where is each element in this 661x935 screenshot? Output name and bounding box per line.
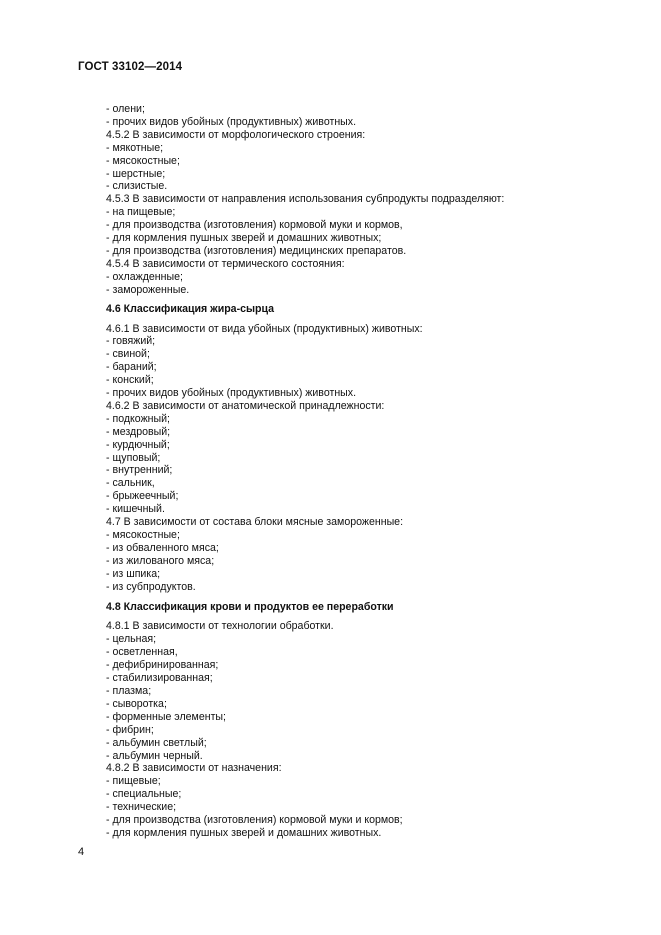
- text-block-b: [106, 323, 626, 594]
- text-line: - шерстные;: [106, 167, 166, 180]
- text-line: - стабилизированная;: [106, 672, 213, 685]
- text-line: - из субпродуктов.: [106, 580, 196, 593]
- text-line: - осветленная,: [106, 646, 178, 659]
- text-line: 4.5.3 В зависимости от направления использования субпродукты подразделяют:: [106, 193, 505, 206]
- text-line: - мездровый;: [106, 425, 171, 438]
- text-line: - прочих видов убойных (продуктивных) животных.: [106, 115, 357, 128]
- text-line: - технические;: [106, 801, 177, 814]
- text-block-c: [106, 620, 626, 839]
- text-line: - брыжеечный;: [106, 490, 179, 503]
- text-line: - внутренний;: [106, 464, 173, 477]
- text-line: - из жилованого мяса;: [106, 554, 215, 567]
- text-line: - охлажденные;: [106, 270, 183, 283]
- text-line: - мясокостные;: [106, 529, 180, 541]
- text-line: 4.8.2 В зависимости от назначения:: [106, 762, 282, 775]
- text-line: - кишечный.: [106, 503, 165, 516]
- text-line: - прочих видов убойных (продуктивных) животных.: [106, 387, 357, 400]
- text-line: - дефибринированная;: [106, 659, 219, 672]
- text-line: - альбумин светлый;: [106, 736, 207, 749]
- text-line: - мясокостные;: [106, 154, 180, 167]
- text-line: - альбумин черный.: [106, 749, 203, 762]
- text-line: - щуповый;: [106, 451, 161, 464]
- text-line: 4.5.4 В зависимости от термического состояния:: [106, 257, 345, 270]
- text-line: - сыворотка;: [106, 697, 167, 710]
- text-line: - подкожный;: [106, 412, 170, 425]
- text-line: 4.6.2 В зависимости от анатомической принадлежности:: [106, 399, 385, 412]
- text-line: - бараний;: [106, 361, 157, 374]
- text-line: - олени;: [106, 103, 145, 115]
- text-line: - для производства (изготовления) медицинских препаратов.: [106, 244, 407, 257]
- text-line: - специальные;: [106, 788, 182, 801]
- text-line: - слизистые.: [106, 180, 168, 193]
- text-line: - пищевые;: [106, 775, 161, 788]
- text-line: 4.5.2 В зависимости от морфологического строения:: [106, 128, 366, 141]
- text-line: - плазма;: [106, 684, 152, 697]
- text-line: - для кормления пушных зверей и домашних животных.: [106, 826, 382, 839]
- document-header: ГОСТ 33102—2014: [78, 61, 183, 73]
- text-line: - конский;: [106, 374, 154, 387]
- text-line: - для кормления пушных зверей и домашних животных;: [106, 232, 382, 245]
- text-line: - замороженные.: [106, 283, 190, 296]
- text-line: - цельная;: [106, 633, 157, 646]
- page-number: 4: [78, 846, 85, 858]
- text-line: - мякотные;: [106, 141, 164, 154]
- text-line: - из обваленного мяса;: [106, 541, 219, 554]
- text-line: - говяжий;: [106, 335, 156, 348]
- text-line: 4.6.1 В зависимости от вида убойных (продуктивных) животных:: [106, 322, 423, 335]
- text-line: - на пищевые;: [106, 206, 176, 219]
- section-heading-4-8: 4.8 Классификация крови и продуктов ее переработки: [106, 600, 394, 613]
- document-body: [106, 103, 626, 840]
- text-line: - для производства (изготовления) кормовой муки и кормов;: [106, 814, 403, 827]
- text-block-a: [106, 103, 626, 297]
- section-heading-4-6: 4.6 Классификация жира-сырца: [106, 302, 275, 315]
- text-line: 4.8.1 В зависимости от технологии обработки.: [106, 620, 334, 633]
- text-line: - сальник,: [106, 477, 155, 490]
- text-line: - свиной;: [106, 348, 150, 361]
- text-line: - форменные элементы;: [106, 710, 226, 723]
- text-line: 4.7 В зависимости от состава блоки мясные замороженные:: [106, 516, 404, 529]
- text-line: - для производства (изготовления) кормовой муки и кормов,: [106, 219, 403, 232]
- text-line: - курдючный;: [106, 438, 170, 451]
- text-line: - из шпика;: [106, 567, 161, 580]
- text-line: - фибрин;: [106, 723, 154, 736]
